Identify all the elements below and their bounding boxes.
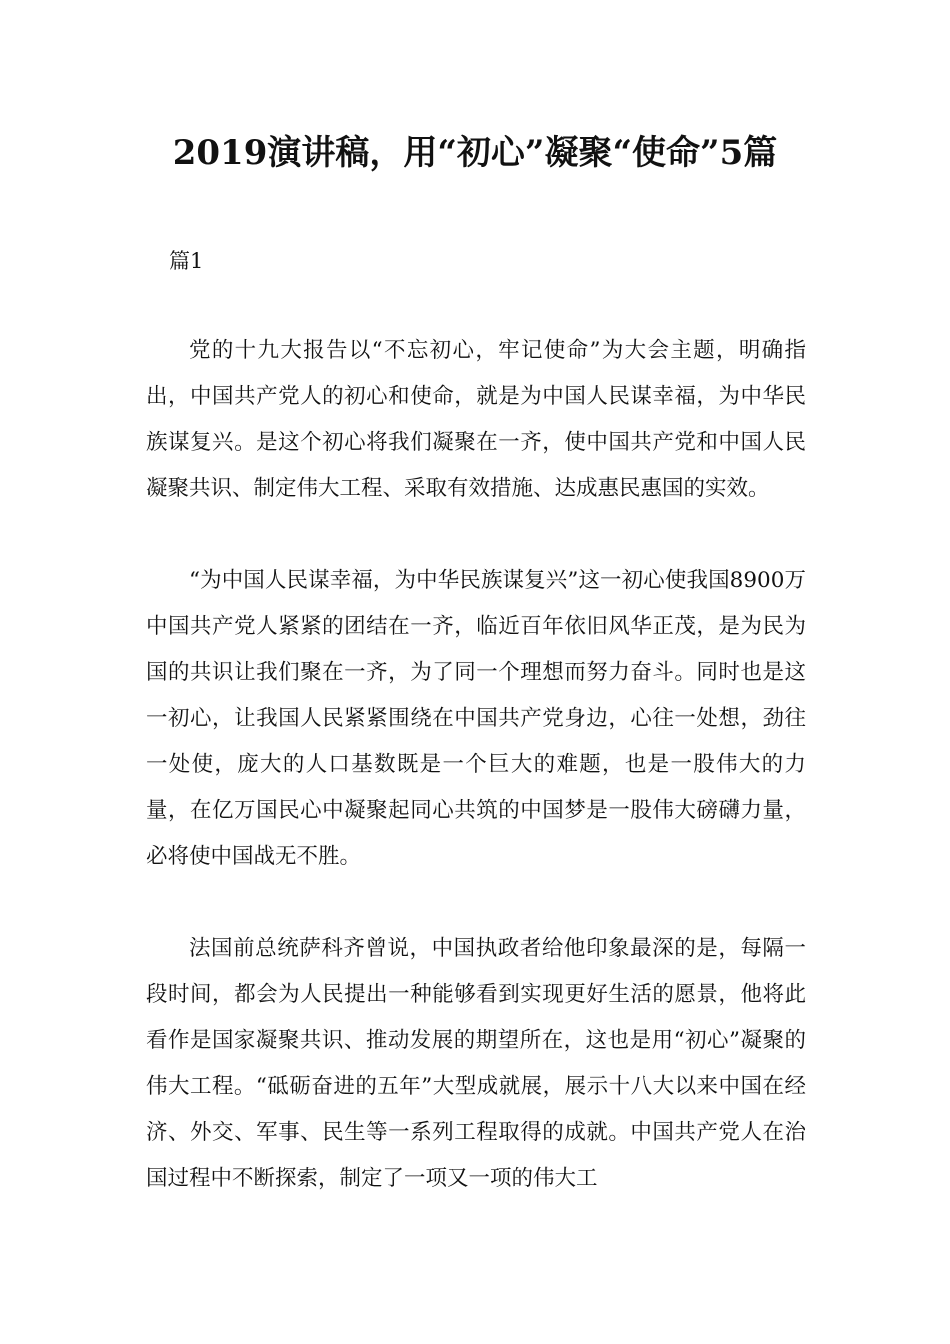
paragraph-3: 法国前总统萨科齐曾说，中国执政者给他印象最深的是，每隔一段时间，都会为人民提出一种能够看到实现更好生活的愿景，他将此看作是国家凝聚共识、推动发展的期望所在，这也是用“初心”凝聚的伟大工程。“砥砺奋进的五年”大型成就展，展示十八大以来中国在经济、外交、军事、民生等一系列工程取得的成就。中国共产党人在治国过程中不断探索，制定了一项又一项的伟大工 <box>146 936 806 1191</box>
section-label: 篇1 <box>169 249 204 273</box>
paragraph-1: 党的十九大报告以“不忘初心，牢记使命”为大会主题，明确指出，中国共产党人的初心和使命，就是为中国人民谋幸福，为中华民族谋复兴。是这个初心将我们凝聚在一齐，使中国共产党和中国人民凝聚共识、制定伟大工程、采取有效措施、达成惠民惠国的实效。 <box>146 338 806 501</box>
document-title: 2019演讲稿，用“初心”凝聚“使命”5篇 <box>172 133 778 173</box>
paragraph-2: “为中国人民谋幸福，为中华民族谋复兴”这一初心使我国8900万中国共产党人紧紧的团结在一齐，临近百年依旧风华正茂，是为民为国的共识让我们聚在一齐，为了同一个理想而努力奋斗。同时也是这一初心，让我国人民紧紧围绕在中国共产党身边，心往一处想，劲往一处使，庞大的人口基数既是一个巨大的难题，也是一股伟大的力量，在亿万国民心中凝聚起同心共筑的中国梦是一股伟大磅礴力量，必将使中国战无不胜。 <box>146 568 806 869</box>
